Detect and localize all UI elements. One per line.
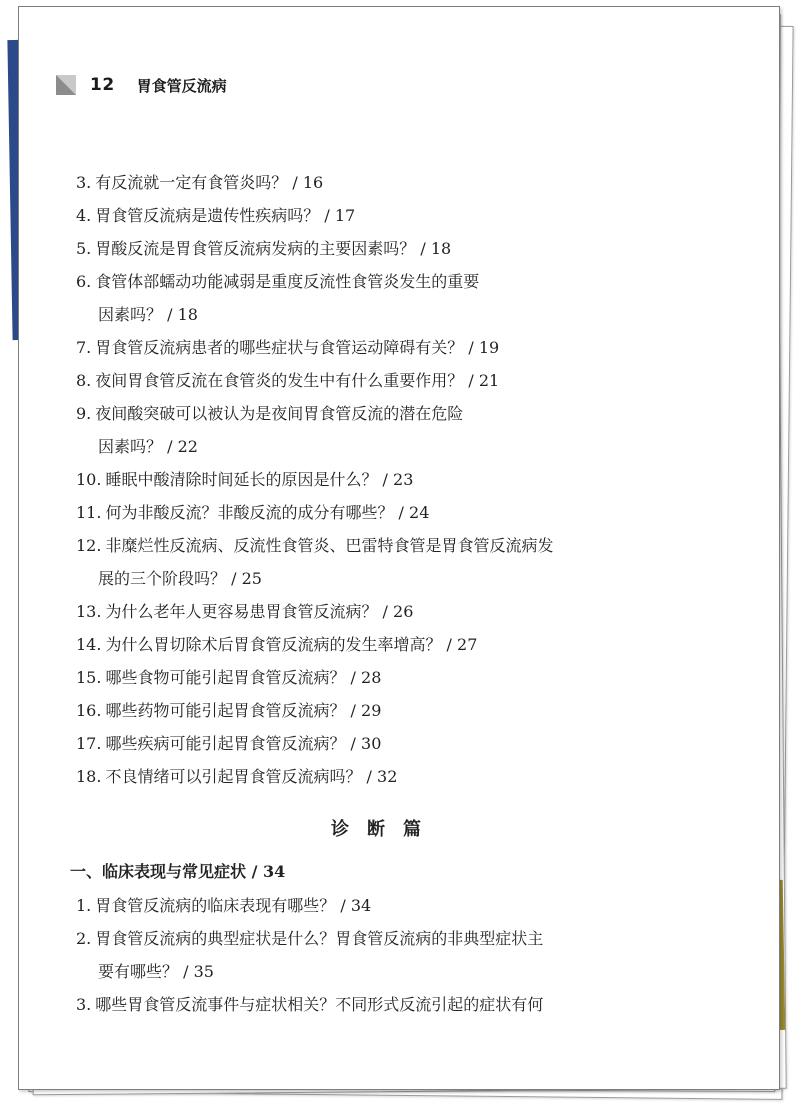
toc-entry-number: 15. [76, 668, 102, 687]
toc-entry [76, 166, 676, 199]
toc-entry [76, 988, 676, 1021]
toc-entry-number: 16. [76, 701, 102, 720]
toc-entry-continuation: 因素吗？ / 22 [98, 437, 198, 456]
section-title: 诊断篇 [331, 819, 439, 840]
toc-entry-number: 17. [76, 734, 102, 753]
toc-entry-text: 为什么胃切除术后胃食管反流病的发生率增高？ / 27 [105, 635, 478, 654]
toc-entry [76, 331, 676, 364]
toc-entry [76, 265, 676, 298]
toc-entry-number: 1. [76, 896, 92, 915]
toc-entry-number: 12. [76, 536, 102, 555]
toc-list-part2 [76, 889, 676, 1021]
toc-entry [76, 694, 676, 727]
toc-entry [76, 889, 676, 922]
toc-entry [76, 595, 676, 628]
toc-entry-text: 为什么老年人更容易患胃食管反流病？ / 26 [105, 602, 414, 621]
toc-entry-text: 非糜烂性反流病、反流性食管炎、巴雷特食管是胃食管反流病发 [105, 536, 554, 555]
toc-entry-text: 哪些疾病可能引起胃食管反流病？ / 30 [105, 734, 382, 753]
toc-entry-text: 睡眠中酸清除时间延长的原因是什么？ / 23 [105, 470, 414, 489]
book-title: 胃食管反流病 [136, 76, 227, 95]
toc-entry-text: 有反流就一定有食管炎吗？ / 16 [95, 173, 324, 192]
toc-entry-number: 10. [76, 470, 102, 489]
toc-entry-number: 3. [76, 995, 92, 1014]
toc-entry-number: 18. [76, 767, 102, 786]
toc-entry-text: 哪些胃食管反流事件与症状相关？不同形式反流引起的症状有何 [95, 995, 544, 1014]
toc-entry [76, 628, 676, 661]
toc-entry-number: 6. [76, 272, 92, 291]
page-corner-icon [56, 75, 76, 95]
toc-list-part1 [76, 166, 676, 793]
toc-entry-number: 2. [76, 929, 92, 948]
toc-entry-text: 胃酸反流是胃食管反流病发病的主要因素吗？ / 18 [95, 239, 452, 258]
toc-entry-text: 胃食管反流病的临床表现有哪些？ / 34 [95, 896, 372, 915]
subsection-title: 一、临床表现与常见症状 / 34 [70, 862, 286, 881]
toc-entry [76, 661, 676, 694]
toc-entry-text: 夜间酸突破可以被认为是夜间胃食管反流的潜在危险 [95, 404, 464, 423]
toc-entry-text: 夜间胃食管反流在食管炎的发生中有什么重要作用？ / 21 [95, 371, 500, 390]
toc-entry-continuation: 要有哪些？ / 35 [98, 962, 214, 981]
toc-entry-continuation: 展的三个阶段吗？ / 25 [98, 569, 262, 588]
toc-entry-text: 胃食管反流病的典型症状是什么？胃食管反流病的非典型症状主 [95, 929, 544, 948]
toc-entry-text: 胃食管反流病患者的哪些症状与食管运动障碍有关？ / 19 [95, 338, 500, 357]
toc-entry [76, 364, 676, 397]
toc-entry-number: 7. [76, 338, 92, 357]
toc-entry [76, 232, 676, 265]
toc-entry-number: 8. [76, 371, 92, 390]
toc-entry-number: 9. [76, 404, 92, 423]
toc-entry-number: 11. [76, 503, 102, 522]
toc-entry-text: 胃食管反流病是遗传性疾病吗？ / 17 [95, 206, 356, 225]
toc-entry-continuation: 因素吗？ / 18 [98, 305, 198, 324]
toc-entry-text: 何为非酸反流？非酸反流的成分有哪些？ / 24 [105, 503, 430, 522]
toc-entry-text: 哪些食物可能引起胃食管反流病？ / 28 [105, 668, 382, 687]
toc-entry [76, 496, 676, 529]
table-of-contents [70, 166, 676, 1021]
toc-entry-text: 哪些药物可能引起胃食管反流病？ / 29 [105, 701, 382, 720]
toc-entry [76, 397, 676, 430]
toc-entry-number: 14. [76, 635, 102, 654]
toc-entry-number: 5. [76, 239, 92, 258]
toc-entry [76, 529, 676, 562]
toc-entry [76, 199, 676, 232]
toc-entry-text: 食管体部蠕动功能减弱是重度反流性食管炎发生的重要 [95, 272, 480, 291]
toc-entry-number: 4. [76, 206, 92, 225]
toc-entry [76, 463, 676, 496]
toc-entry-number: 13. [76, 602, 102, 621]
page-header [56, 72, 227, 98]
page-number: 12 [90, 75, 115, 95]
toc-entry-number: 3. [76, 173, 92, 192]
toc-entry [76, 727, 676, 760]
toc-entry [76, 760, 676, 793]
toc-entry-text: 不良情绪可以引起胃食管反流病吗？ / 32 [105, 767, 398, 786]
toc-entry [76, 922, 676, 955]
